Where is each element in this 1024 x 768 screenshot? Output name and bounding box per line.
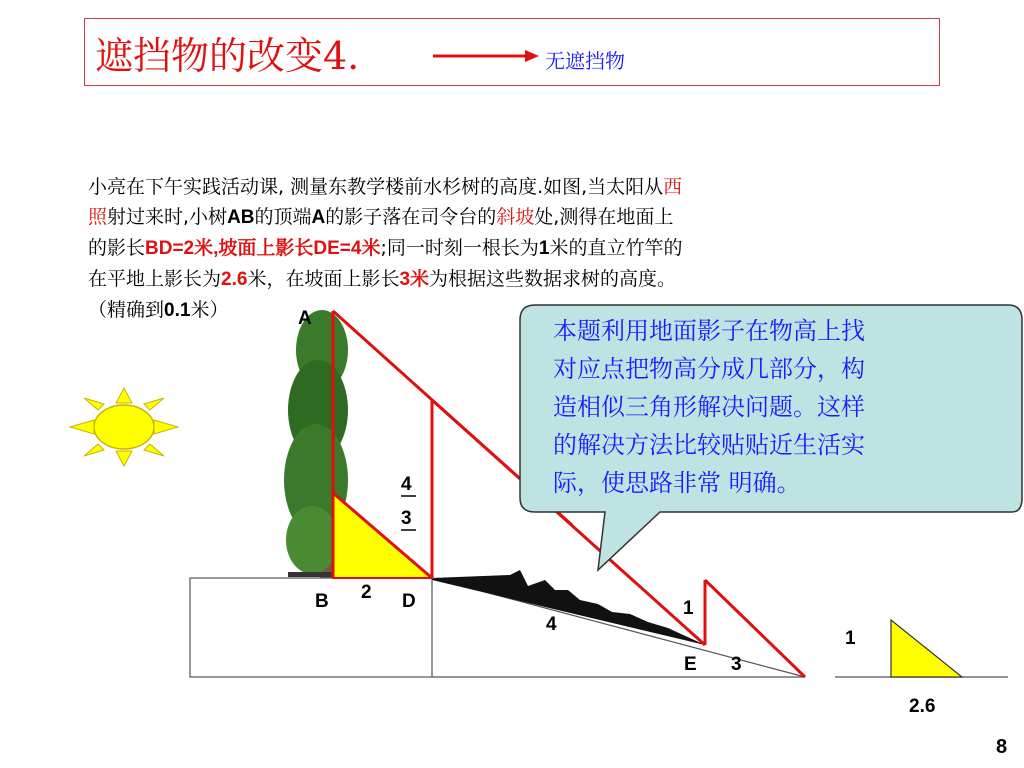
yellow-triangle-bamboo: [891, 620, 962, 677]
point-E-label: E: [684, 654, 697, 675]
de-length-label: 4: [546, 614, 557, 635]
bamboo-slope-height-label: 1: [683, 598, 694, 619]
page-number: 8: [996, 736, 1008, 758]
fraction-denominator: 3: [401, 508, 412, 529]
point-A-label: A: [298, 308, 312, 329]
bd-length-label: 2: [361, 582, 372, 603]
ground-shadow-length-label: 2.6: [909, 696, 936, 717]
bamboo-height-label: 1: [845, 628, 856, 649]
callout-text: 本题利用地面影子在物高上找 对应点把物高分成几部分，构 造相似三角形解决问题。这样 的解决方法比较贴贴近生活实 际，使思路非常 明确。: [553, 317, 865, 497]
point-B-label: B: [315, 591, 329, 612]
slope-shadow-3-label: 3: [731, 654, 742, 675]
slide-title: 遮挡物的改变4.: [95, 34, 360, 78]
sun-icon: [70, 388, 178, 466]
problem-text: 小亮在下午实践活动课, 测量东教学楼前水杉树的高度.如图,当太阳从西 照射过来时,小树AB的顶端A的影子落在司令台的斜坡处,测得在地面上 的影长BD=2米,坡面上影长DE=4米;同一时刻一根长为1米的直立竹竿的 在平地上影长为2.6米，在坡面上影长3米为根据这些数据求树的高度。 （精确到0.1米）: [88, 176, 683, 321]
fraction-numerator: 4: [401, 474, 412, 495]
title-note: 无遮挡物: [545, 49, 625, 73]
point-D-label: D: [402, 591, 416, 612]
platform: [190, 578, 1008, 677]
